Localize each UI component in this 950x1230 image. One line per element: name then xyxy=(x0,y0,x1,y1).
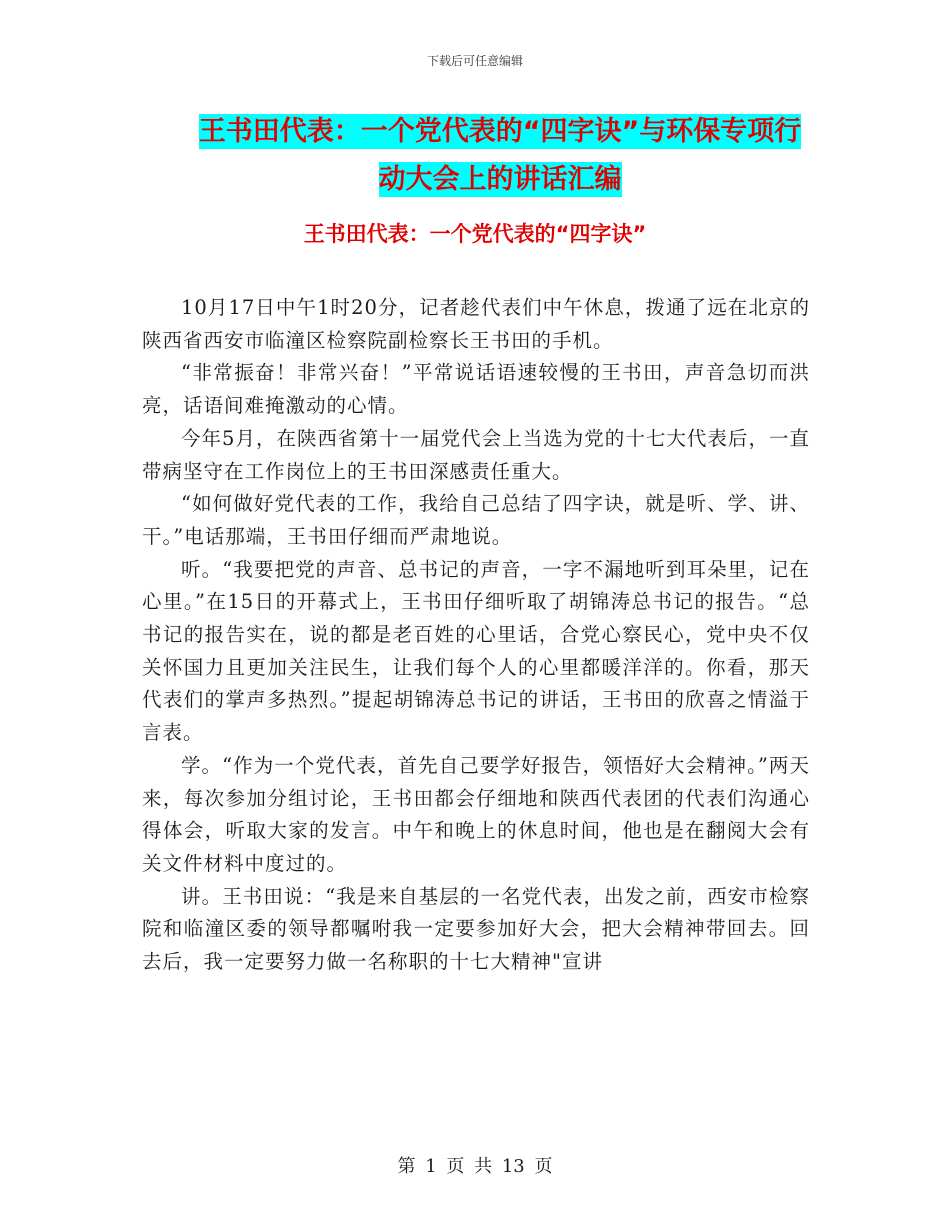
section-title: 王书田代表：一个党代表的“四字诀” xyxy=(303,222,647,246)
paragraph: 今年5月，在陕西省第十一届党代会上当选为党的十七大代表后，一直带病坚守在工作岗位上的王书田深感责任重大。 xyxy=(142,426,810,483)
title-line-2: 动大会上的讲话汇编 xyxy=(378,164,622,195)
title-line-1: 王书田代表：一个党代表的“四字诀”与环保专项行 xyxy=(198,116,802,147)
paragraph: “如何做好党代表的工作，我给自己总结了四字诀，就是听、学、讲、干。”电话那端，王书田仔细而严肃地说。 xyxy=(142,492,810,548)
page-footer: 第 1 页 共 13 页 xyxy=(397,1156,553,1177)
body-text xyxy=(142,292,810,979)
paragraph: 讲。王书田说：“我是来自基层的一名党代表，出发之前，西安市检察院和临潼区委的领导都嘱咐我一定要参加好大会，把大会精神带回去。回去后，我一定要努力做一名称职的十七大精神"宣讲 xyxy=(142,884,810,974)
document-title xyxy=(140,108,860,204)
paragraph: 听。“我要把党的声音、总书记的声音，一字不漏地听到耳朵里，记在心里。”在15日的开幕式上，王书田仔细听取了胡锦涛总书记的报告。“总书记的报告实在，说的都是老百姓的心里话，合党心察民心，党中央不仅关怀国力且更加关注民生，让我们每个人的心里都暖洋洋的。你看，那天代表们的掌声多热烈。”提起胡锦涛总书记的讲话，王书田的欣喜之情溢于言表。 xyxy=(142,557,810,745)
paragraph: 学。“作为一个党代表，首先自己要学好报告，领悟好大会精神。”两天来，每次参加分组讨论，王书田都会仔细地和陕西代表团的代表们沟通心得体会，听取大家的发言。中午和晚上的休息时间，他也是在翻阅大会有关文件材料中度过的。 xyxy=(142,753,810,875)
paragraph: 10月17日中午1时20分，记者趁代表们中午休息，拨通了远在北京的陕西省西安市临潼区检察院副检察长王书田的手机。 xyxy=(142,296,810,352)
header-note: 下载后可任意编辑 xyxy=(426,54,523,68)
paragraph: “非常振奋！非常兴奋！”平常说话语速较慢的王书田，声音急切而洪亮，话语间难掩激动的心情。 xyxy=(142,361,810,418)
